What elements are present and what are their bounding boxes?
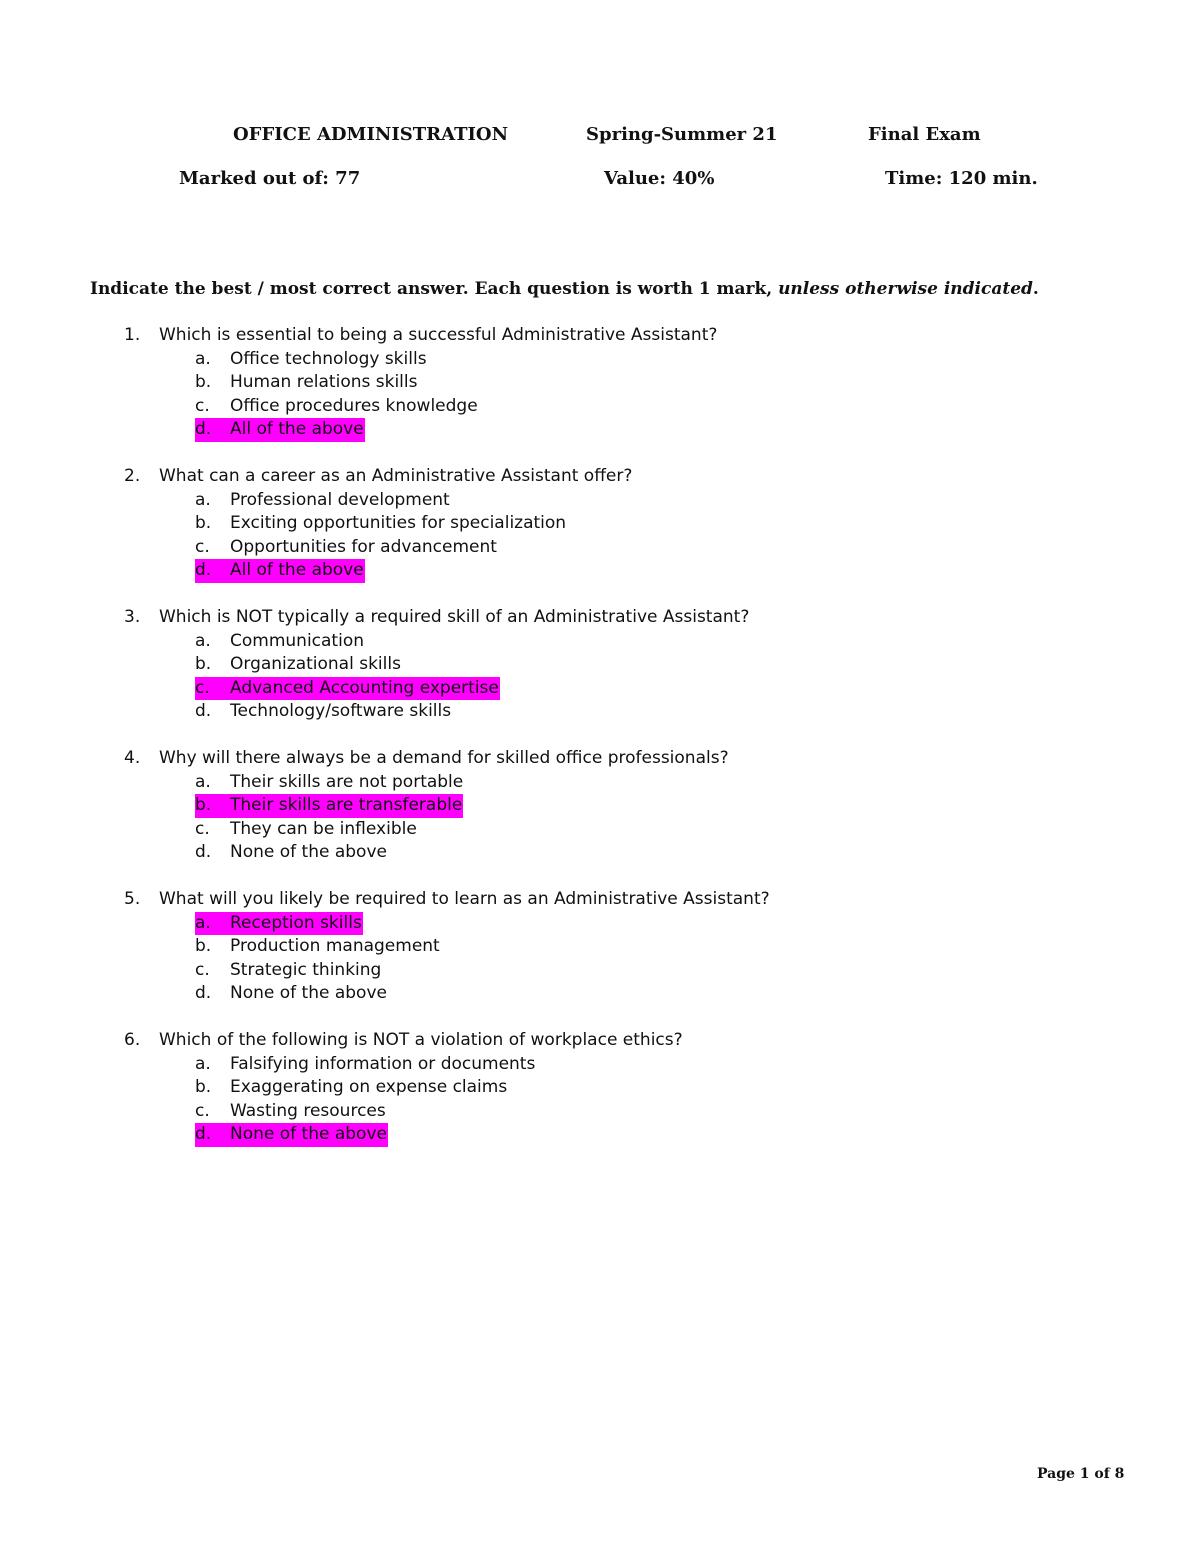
answer-option-a [0,771,1200,795]
answer-option-c [0,1100,1200,1124]
instructions-main: Indicate the best / most correct answer. Each question is worth 1 mark, [90,279,779,299]
answer-option-c-highlighted [0,677,1200,701]
answer-option-d-highlighted [0,1123,1200,1147]
option-text: Exaggerating on expense claims [230,1077,508,1098]
option-text: Exciting opportunities for specialization [230,513,567,534]
option-text: Technology/software skills [230,701,452,722]
option-text: Office technology skills [230,348,427,369]
option-letter: a. [195,912,211,933]
option-text: Office procedures knowledge [230,395,478,416]
exam-type-label: Final Exam [868,124,981,145]
answer-option-b [0,935,1200,959]
answer-option-d [0,982,1200,1006]
course-title: OFFICE ADMINISTRATION [233,124,509,145]
question-number: 6. [124,1030,141,1050]
option-text: Professional development [230,489,450,510]
question-text: Which is essential to being a successful Administrative Assistant? [159,325,718,345]
answer-option-a [0,630,1200,654]
answer-option-d-highlighted [0,418,1200,442]
option-letter: b. [195,936,212,957]
option-letter: c. [195,395,210,416]
question-4 [0,747,1200,865]
option-letter: b. [195,795,212,816]
option-text: Reception skills [230,912,362,933]
option-text: Wasting resources [230,1100,386,1121]
option-letter: c. [195,959,210,980]
option-text: Strategic thinking [230,959,382,980]
question-text: What can a career as an Administrative Assistant offer? [159,466,633,486]
option-text: Advanced Accounting expertise [230,677,499,698]
instructions-emphasis: unless otherwise indicated [778,279,1033,299]
option-letter: c. [195,818,210,839]
option-text: They can be inflexible [230,818,417,839]
option-letter: b. [195,372,212,393]
option-text: Production management [230,936,440,957]
option-text: Their skills are not portable [230,771,464,792]
question-number: 5. [124,889,141,909]
answer-option-b-highlighted [0,794,1200,818]
option-letter: b. [195,513,212,534]
answer-option-c [0,536,1200,560]
answer-option-a [0,1053,1200,1077]
option-text: Opportunities for advancement [230,536,497,557]
answer-option-d [0,700,1200,724]
question-text: Which of the following is NOT a violation of workplace ethics? [159,1030,683,1050]
option-text: None of the above [230,983,387,1004]
answer-option-c [0,959,1200,983]
option-text: Their skills are transferable [230,795,463,816]
answer-option-d-highlighted [0,559,1200,583]
question-2 [0,465,1200,583]
question-text: What will you likely be required to learn as an Administrative Assistant? [159,889,770,909]
instructions-end: . [1032,279,1039,299]
option-text: All of the above [230,560,364,581]
answer-option-b [0,1076,1200,1100]
option-text: None of the above [230,1124,387,1145]
option-letter: d. [195,419,212,440]
instructions [90,279,1039,299]
option-letter: d. [195,560,212,581]
question-1 [0,324,1200,442]
option-text: Falsifying information or documents [230,1053,536,1074]
answer-option-b [0,653,1200,677]
option-letter: d. [195,1124,212,1145]
question-number: 1. [124,325,141,345]
question-text: Why will there always be a demand for skilled office professionals? [159,748,729,768]
exam-value-label: Value: 40% [604,168,715,189]
answer-option-d [0,841,1200,865]
question-5 [0,888,1200,1006]
term-label: Spring-Summer 21 [586,124,778,145]
option-letter: c. [195,1100,210,1121]
question-3 [0,606,1200,724]
option-text: Communication [230,630,364,651]
option-letter: a. [195,771,211,792]
option-letter: c. [195,536,210,557]
option-letter: b. [195,654,212,675]
option-letter: a. [195,630,211,651]
answer-option-b [0,371,1200,395]
option-letter: d. [195,842,212,863]
option-text: All of the above [230,419,364,440]
option-text: Human relations skills [230,372,418,393]
option-text: None of the above [230,842,387,863]
option-letter: a. [195,1053,211,1074]
answer-option-b [0,512,1200,536]
question-number: 2. [124,466,141,486]
option-letter: c. [195,677,210,698]
question-6 [0,1029,1200,1147]
answer-option-a [0,489,1200,513]
answer-option-a [0,348,1200,372]
question-number: 3. [124,607,141,627]
answer-option-c [0,395,1200,419]
question-number: 4. [124,748,141,768]
option-text: Organizational skills [230,654,401,675]
question-text: Which is NOT typically a required skill of an Administrative Assistant? [159,607,750,627]
option-letter: d. [195,983,212,1004]
answer-option-c [0,818,1200,842]
option-letter: b. [195,1077,212,1098]
option-letter: d. [195,701,212,722]
marked-out-of-label: Marked out of: 77 [179,168,361,189]
page-number: Page 1 of 8 [1037,1466,1125,1482]
answer-option-a-highlighted [0,912,1200,936]
exam-time-label: Time: 120 min. [885,168,1038,189]
option-letter: a. [195,489,211,510]
option-letter: a. [195,348,211,369]
